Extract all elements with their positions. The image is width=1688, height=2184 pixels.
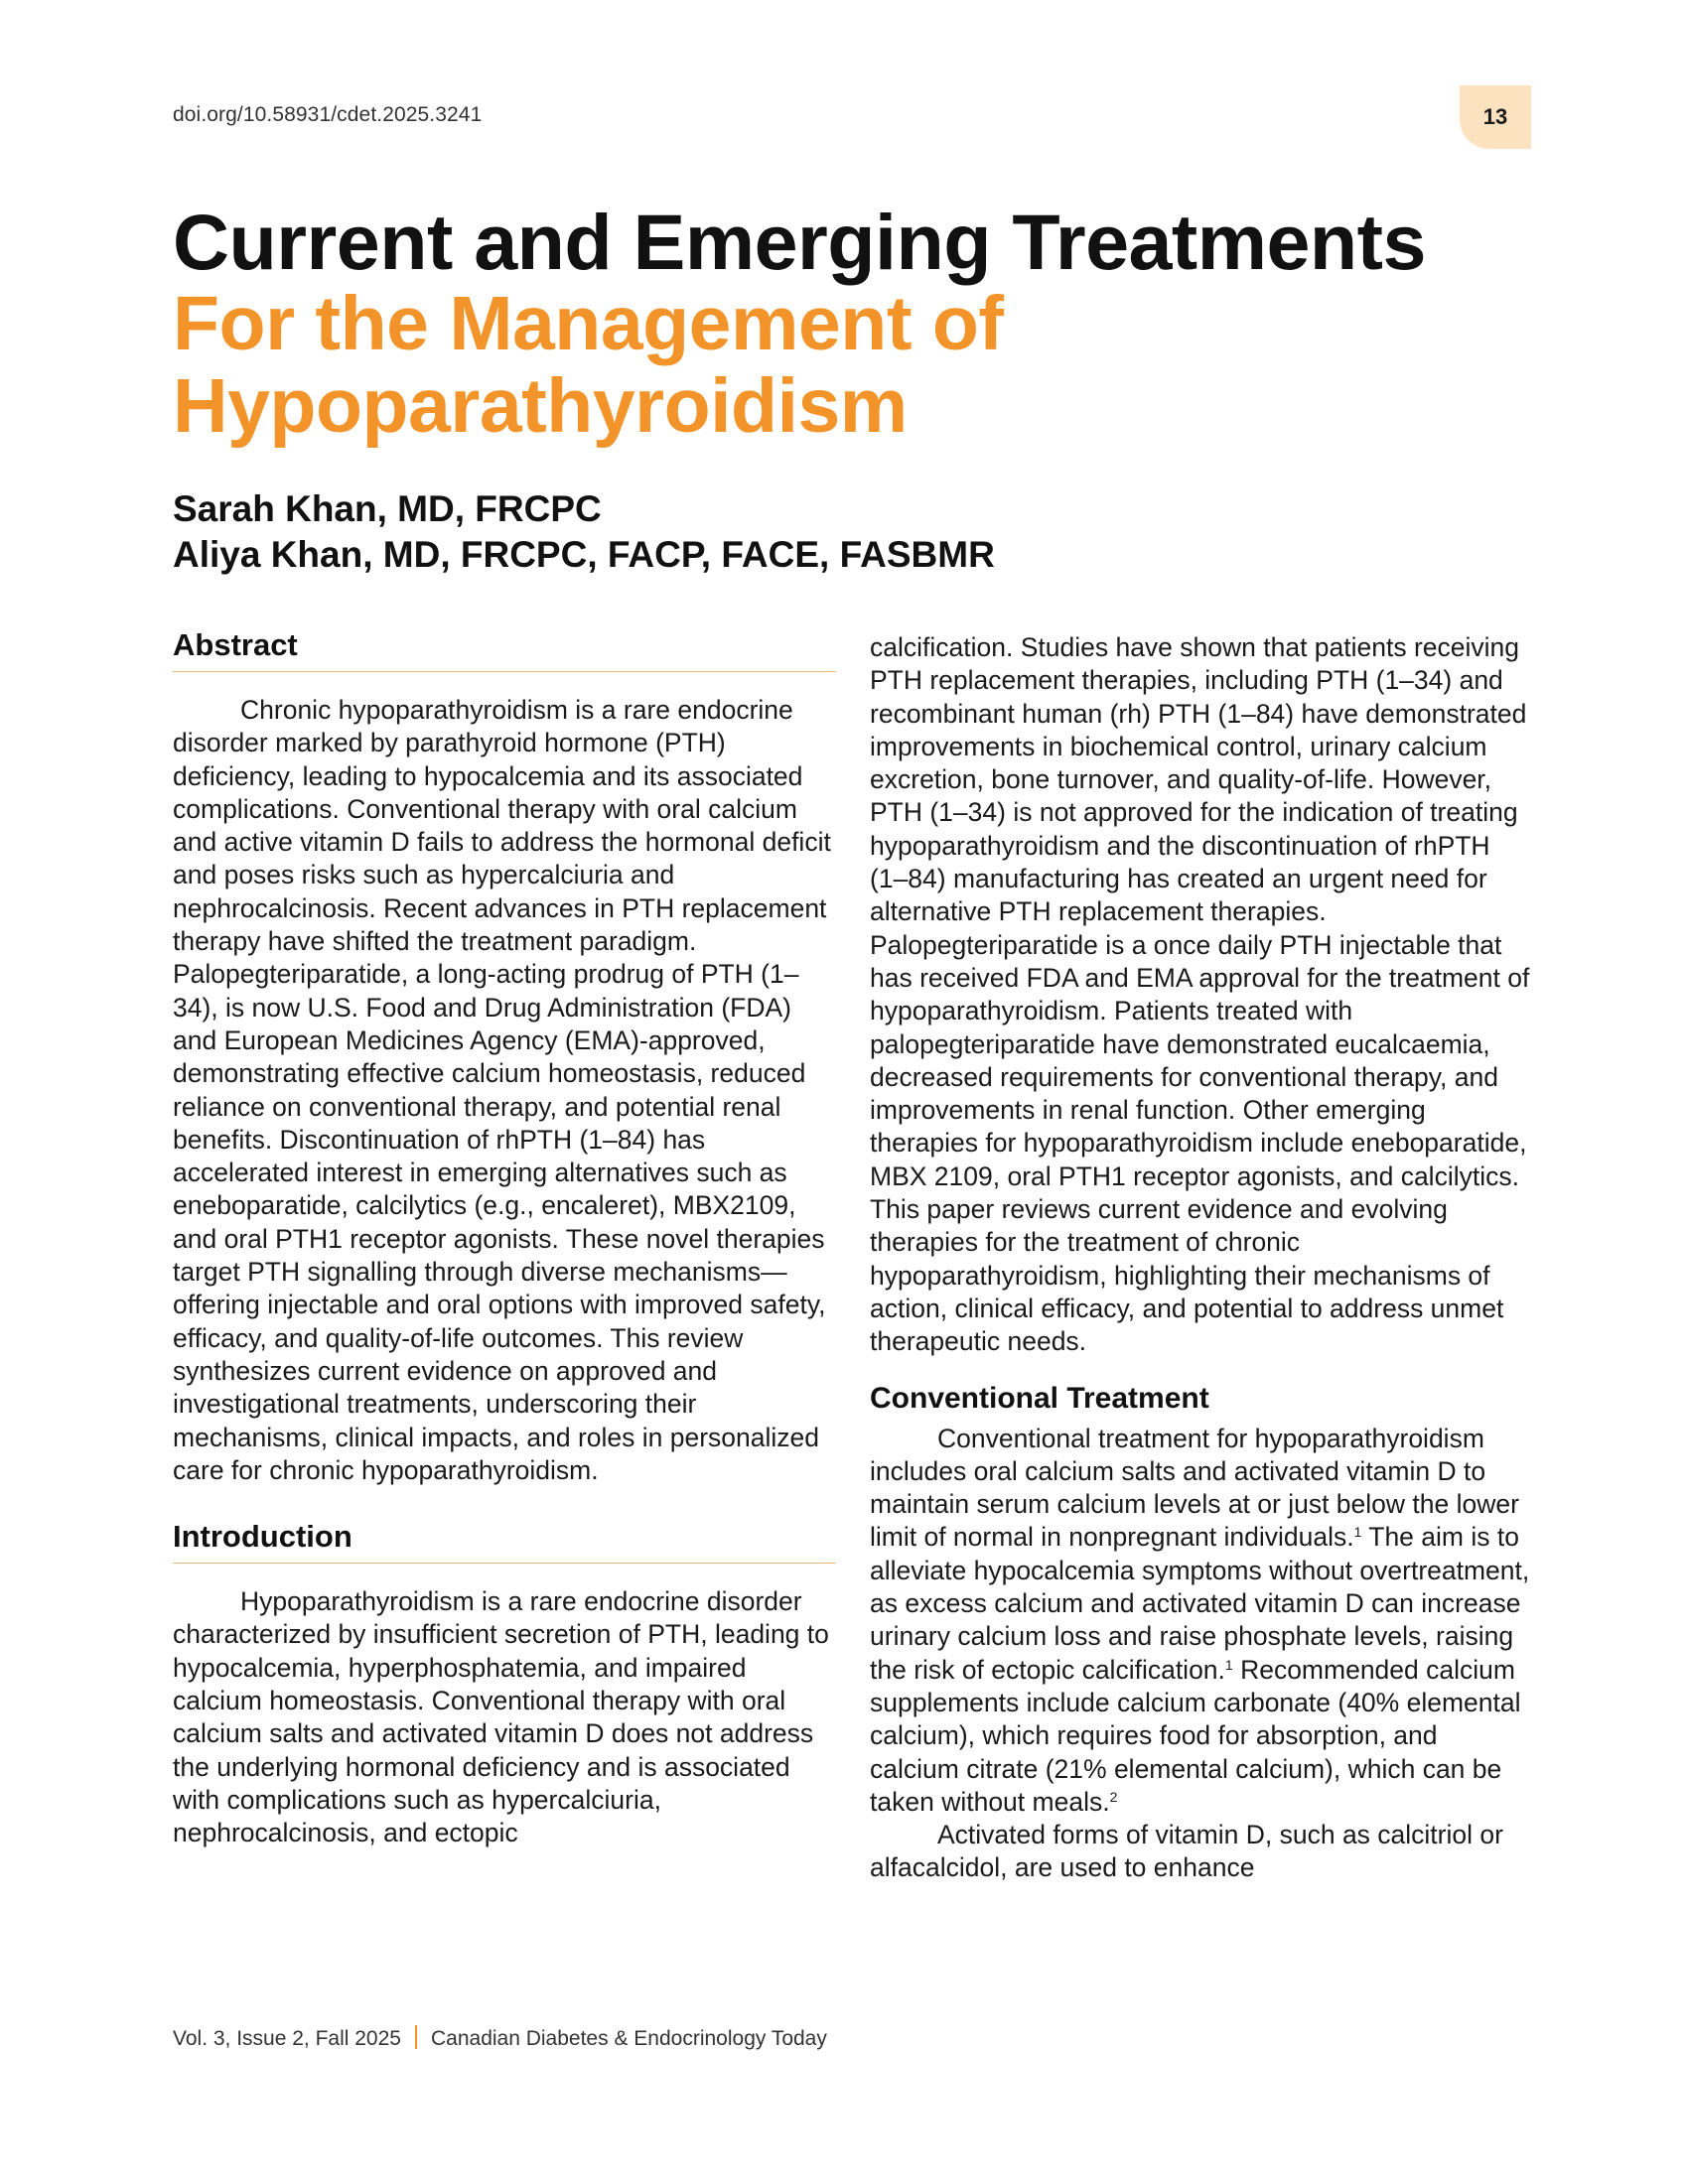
- title-line-2: For the Management of: [173, 281, 1004, 366]
- abstract-heading: Abstract: [173, 625, 836, 672]
- author-1: Sarah Khan, MD, FRCPC: [173, 488, 602, 529]
- reference-2[interactable]: 2: [1109, 1788, 1118, 1805]
- title-line-3: Hypoparathyroidism: [173, 363, 908, 449]
- abstract-text: Chronic hypoparathyroidism is a rare endocrine disorder marked by parathyroid hormone (PTH) deficiency, leading to hypocalcemia and its associated complications. Conventional therapy with oral calcium and active vitamin D fails to address the hormonal deficit and poses risks such as hypercalciuria and nephrocalcinosis. Recent advances in PTH replacement therapy have shifted the treatment paradigm. Palopegteriparatide, a long-acting prodrug of PTH (1–34), is now U.S. Food and Drug Administration (FDA) and European Medicines Agency (EMA)-approved, demonstrating effective calcium homeostasis, reduced reliance on conventional therapy, and potential renal benefits. Discontinuation of rhPTH (1–84) has accelerated interest in emerging alternatives such as eneboparatide, calcilytics (e.g., encaleret), MBX2109, and oral PTH1 receptor agonists. These novel therapies target PTH signalling through diverse mechanisms—offering injectable and oral options with improved safety, efficacy, and quality-of-life outcomes. This review synthesizes current evidence on approved and investigational treatments, underscoring their mechanisms, clinical impacts, and roles in personalized care for chronic hypoparathyroidism.: [173, 695, 831, 1485]
- reference-1[interactable]: 1: [1224, 1656, 1233, 1673]
- footer-volume: Vol. 3, Issue 2, Fall 2025: [173, 2027, 401, 2050]
- introduction-text-part-1: Hypoparathyroidism is a rare endocrine disorder characterized by insufficient secretion of PTH, leading to hypocalcemia, hyperphosphatemia, and impaired calcium homeostasis. Conventional therapy with oral calcium salts and activated vitamin D does not address the underlying hormonal deficiency and is associated with complications such as hypercalciuria, nephrocalcinosis, and ectopic: [173, 1586, 829, 1848]
- footer-divider: [415, 2025, 417, 2049]
- footer-journal: Canadian Diabetes & Endocrinology Today: [430, 2027, 827, 2050]
- right-column: [870, 631, 1533, 1885]
- conventional-treatment-paragraph-2: Activated forms of vitamin D, such as calcitriol or alfacalcidol, are used to enhance: [870, 1820, 1503, 1883]
- reference-1[interactable]: 1: [1353, 1524, 1362, 1541]
- doi-link[interactable]: doi.org/10.58931/cdet.2025.3241: [173, 103, 483, 126]
- author-2: Aliya Khan, MD, FRCPC, FACP, FACE, FASBMR: [173, 534, 995, 575]
- conventional-treatment-paragraph-1: Conventional treatment for hypoparathyroidism includes oral calcium salts and activated vitamin D to maintain serum calcium levels at or just below the lower limit of normal in nonpregnant individuals.$^1$ The aim is to alleviate hypocalcemia symptoms without overtreatment, as excess calcium and activated vitamin D can increase urinary calcium loss and raise phosphate levels, raising the risk of ectopic calcification.$^1$ Recommended calcium supplements include calcium carbonate (40% elemental calcium), which requires food for absorption, and calcium citrate (21% elemental calcium), which can be taken without meals.$^2$: [870, 1423, 1530, 1817]
- author-list: [173, 486, 995, 578]
- title-line-1: Current and Emerging Treatments: [173, 198, 1426, 286]
- conventional-treatment-heading: Conventional Treatment: [870, 1381, 1209, 1415]
- article-title: [173, 198, 1563, 449]
- page-footer: [173, 2025, 827, 2051]
- introduction-heading: Introduction: [173, 1517, 836, 1564]
- page-number-badge: 13: [1460, 85, 1531, 149]
- introduction-text-part-2: calcification. Studies have shown that patients receiving PTH replacement therapies, including PTH (1–34) and recombinant human (rh) PTH (1–84) have demonstrated improvements in biochemical control, urinary calcium excretion, bone turnover, and quality-of-life. However, PTH (1–34) is not approved for the indication of treating hypoparathyroidism and the discontinuation of rhPTH (1–84) manufacturing has created an urgent need for alternative PTH replacement therapies. Palopegteriparatide is a once daily PTH injectable that has received FDA and EMA approval for the treatment of hypoparathyroidism. Patients treated with palopegteriparatide have demonstrated eucalcaemia, decreased requirements for conventional therapy, and improvements in renal function. Other emerging therapies for hypoparathyroidism include eneboparatide, MBX 2109, oral PTH1 receptor agonists, and calcilytics. This paper reviews current evidence and evolving therapies for the treatment of chronic hypoparathyroidism, highlighting their mechanisms of action, clinical efficacy, and potential to address unmet therapeutic needs.: [870, 632, 1530, 1357]
- left-column: [173, 625, 836, 1850]
